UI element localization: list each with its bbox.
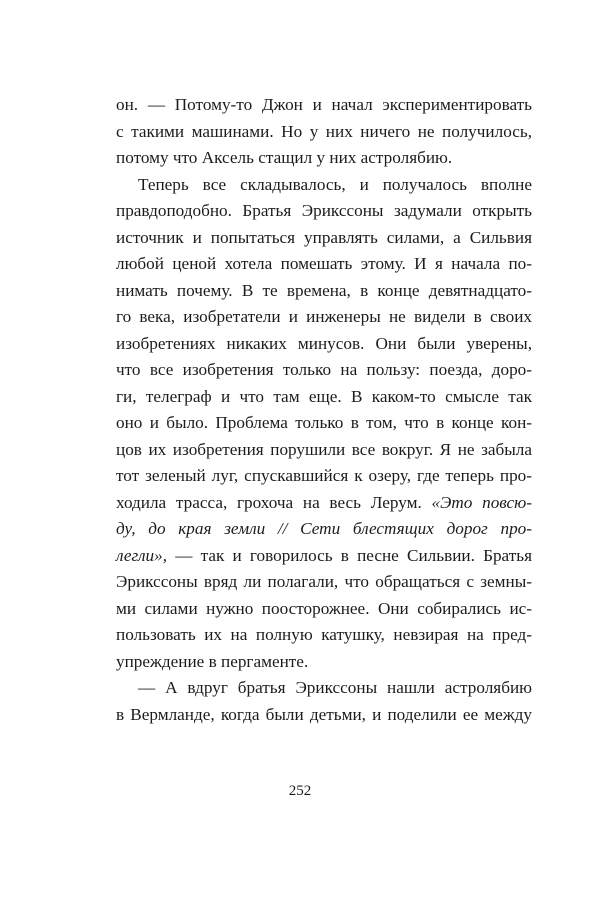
text-line: правдоподобно. Братья Эриксcоны задумали открыть: [116, 201, 532, 220]
text-line: с такими машинами. Но у них ничего не получилось,: [116, 121, 532, 141]
text-line: нимать почему. В те времена, в конце девятнадцато-: [116, 280, 532, 300]
page-number: 252: [288, 783, 312, 799]
song-quote-line: ду, до края земли // Сети блестящих дорог про-: [116, 519, 532, 538]
text-line: что все изобретения только на пользу: поезда, доро-: [116, 360, 532, 379]
text-line-mixed: [116, 490, 532, 517]
text-line: цов их изобретения порушили все вокруг. Я не забыла: [116, 439, 532, 459]
text-line: он. — Потому-то Джон и начал экспериментировать: [116, 95, 532, 114]
text-line-mixed: [116, 543, 532, 570]
song-quote: легли»,: [116, 545, 168, 565]
text-line: оно и было. Проблема только в том, что в конце кон-: [116, 413, 532, 432]
text-line: любой ценой хотела помешать этому. И я начала по-: [116, 254, 532, 273]
text-line: го века, изобретатели и инженеры не видели в своих: [116, 307, 532, 326]
text-line: пользовать их на полную катушку, невзирая на пред-: [116, 625, 532, 644]
text-line: ги, телеграф и что там еще. В каком-то смысле так: [116, 386, 532, 406]
text-line: тот зеленый луг, спускавшийся к озеру, где теперь про-: [116, 466, 532, 485]
text-line: Эриксcоны вряд ли полагали, что обращаться с земны-: [116, 572, 532, 591]
text-line: — А вдруг братья Эриксcоны нашли астролябию: [138, 678, 532, 697]
text-line: источник и попытаться управлять силами, а Сильвия: [116, 227, 532, 247]
text-segment: — так и говорилось в песне Сильвии. Братья: [167, 545, 532, 565]
text-line: Теперь все складывалось, и получалось вполне: [138, 174, 532, 194]
text-segment: ходила трасса, грохоча на весь Лерум.: [116, 492, 422, 512]
text-line: упреждение в пергаменте.: [116, 651, 309, 671]
text-line: изобретениях никаких минусов. Они были уверены,: [116, 333, 532, 353]
song-quote: «Это повсю-: [431, 492, 532, 512]
text-line: потому что Аксель стащил у них астролябию.: [116, 148, 453, 167]
body-text: [116, 92, 532, 728]
text-line: ми силами нужно поосторожнее. Они собирались ис-: [116, 598, 532, 618]
text-line: в Вермланде, когда были детьми, и поделили ее между: [116, 704, 532, 724]
